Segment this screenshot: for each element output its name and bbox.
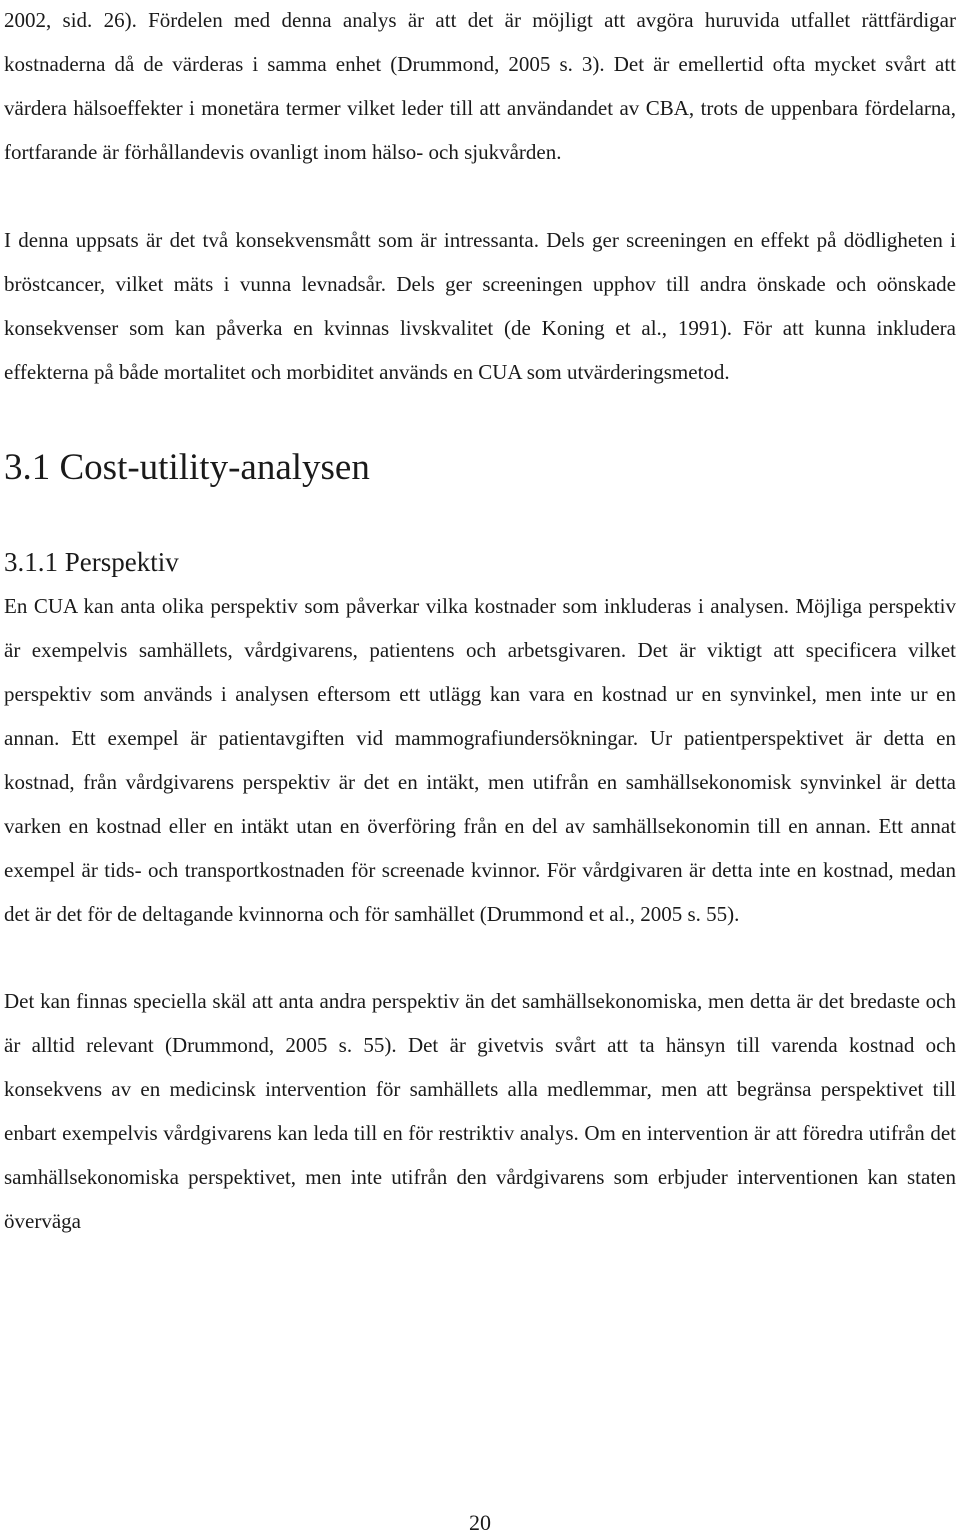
paragraph-perspectives: En CUA kan anta olika perspektiv som påverkar vilka kostnader som inkluderas i analysen. Möjliga perspektiv är exempelvis samhällets, vårdgivarens, patientens och arbetsgivaren. Det är viktigt att specificera vilket perspektiv som används i analysen eftersom ett utlägg kan vara en kostnad ur en synvinkel, men inte ur en annan. Ett exempel är patientavgiften vid mammografiundersökningar. Ur patientperspektivet är detta en kostnad, från vårdgivarens perspektiv är det en intäkt, men utifrån en samhällsekonomisk synvinkel är detta varken en kostnad eller en intäkt utan en överföring från en del av samhällsekonomin till en annan. Ett annat exempel är tids- och transportkostnaden för screenade kvinnor. För vårdgivaren är detta inte en kostnad, medan det är det för de deltagande kvinnorna och för samhället (Drummond et al., 2005 s. 55). [4, 594, 956, 926]
paragraph-consequence-measures: I denna uppsats är det två konsekvensmått som är intressanta. Dels ger screeningen en effekt på dödligheten i bröstcancer, vilket mäts i vunna levnadsår. Dels ger screeningen upphov till andra önskade och oönskade konsekvenser som kan påverka en kvinnas livskvalitet (de Koning et al., 1991). För att kunna inkludera effekterna på både mortalitet och morbiditet används en CUA som utvärderingsmetod. [4, 228, 956, 384]
paragraph-societal-perspective: Det kan finnas speciella skäl att anta andra perspektiv än det samhällsekonomiska, men detta är det bredaste och är alltid relevant (Drummond, 2005 s. 55). Det är givetvis svårt att ta hänsyn till varenda kostnad och konsekvens av en medicinsk intervention för samhällets alla medlemmar, men att begränsa perspektivet till enbart exempelvis vårdgivarens kan leda till en för restriktiv analys. Om en intervention är att föredra utifrån det samhällsekonomiska perspektivet, men inte utifrån den vårdgivarens som erbjuder interventionen kan staten överväga [4, 989, 956, 1233]
section-heading: 3.1 Cost-utility-analysen [4, 447, 370, 488]
subsection-heading: 3.1.1 Perspektiv [4, 547, 179, 577]
document-page [4, 0, 956, 1243]
paragraph-cba-intro: 2002, sid. 26). Fördelen med denna analys är att det är möjligt att avgöra huruvida utfallet rättfärdigar kostnaderna då de värderas i samma enhet (Drummond, 2005 s. 3). Det är emellertid ofta mycket svårt att värdera hälsoeffekter i monetära termer vilket leder till att användandet av CBA, trots de uppenbara fördelarna, fortfarande är förhållandevis ovanligt inom hälso- och sjukvården. [4, 8, 956, 164]
page-number: 20 [469, 1510, 491, 1535]
